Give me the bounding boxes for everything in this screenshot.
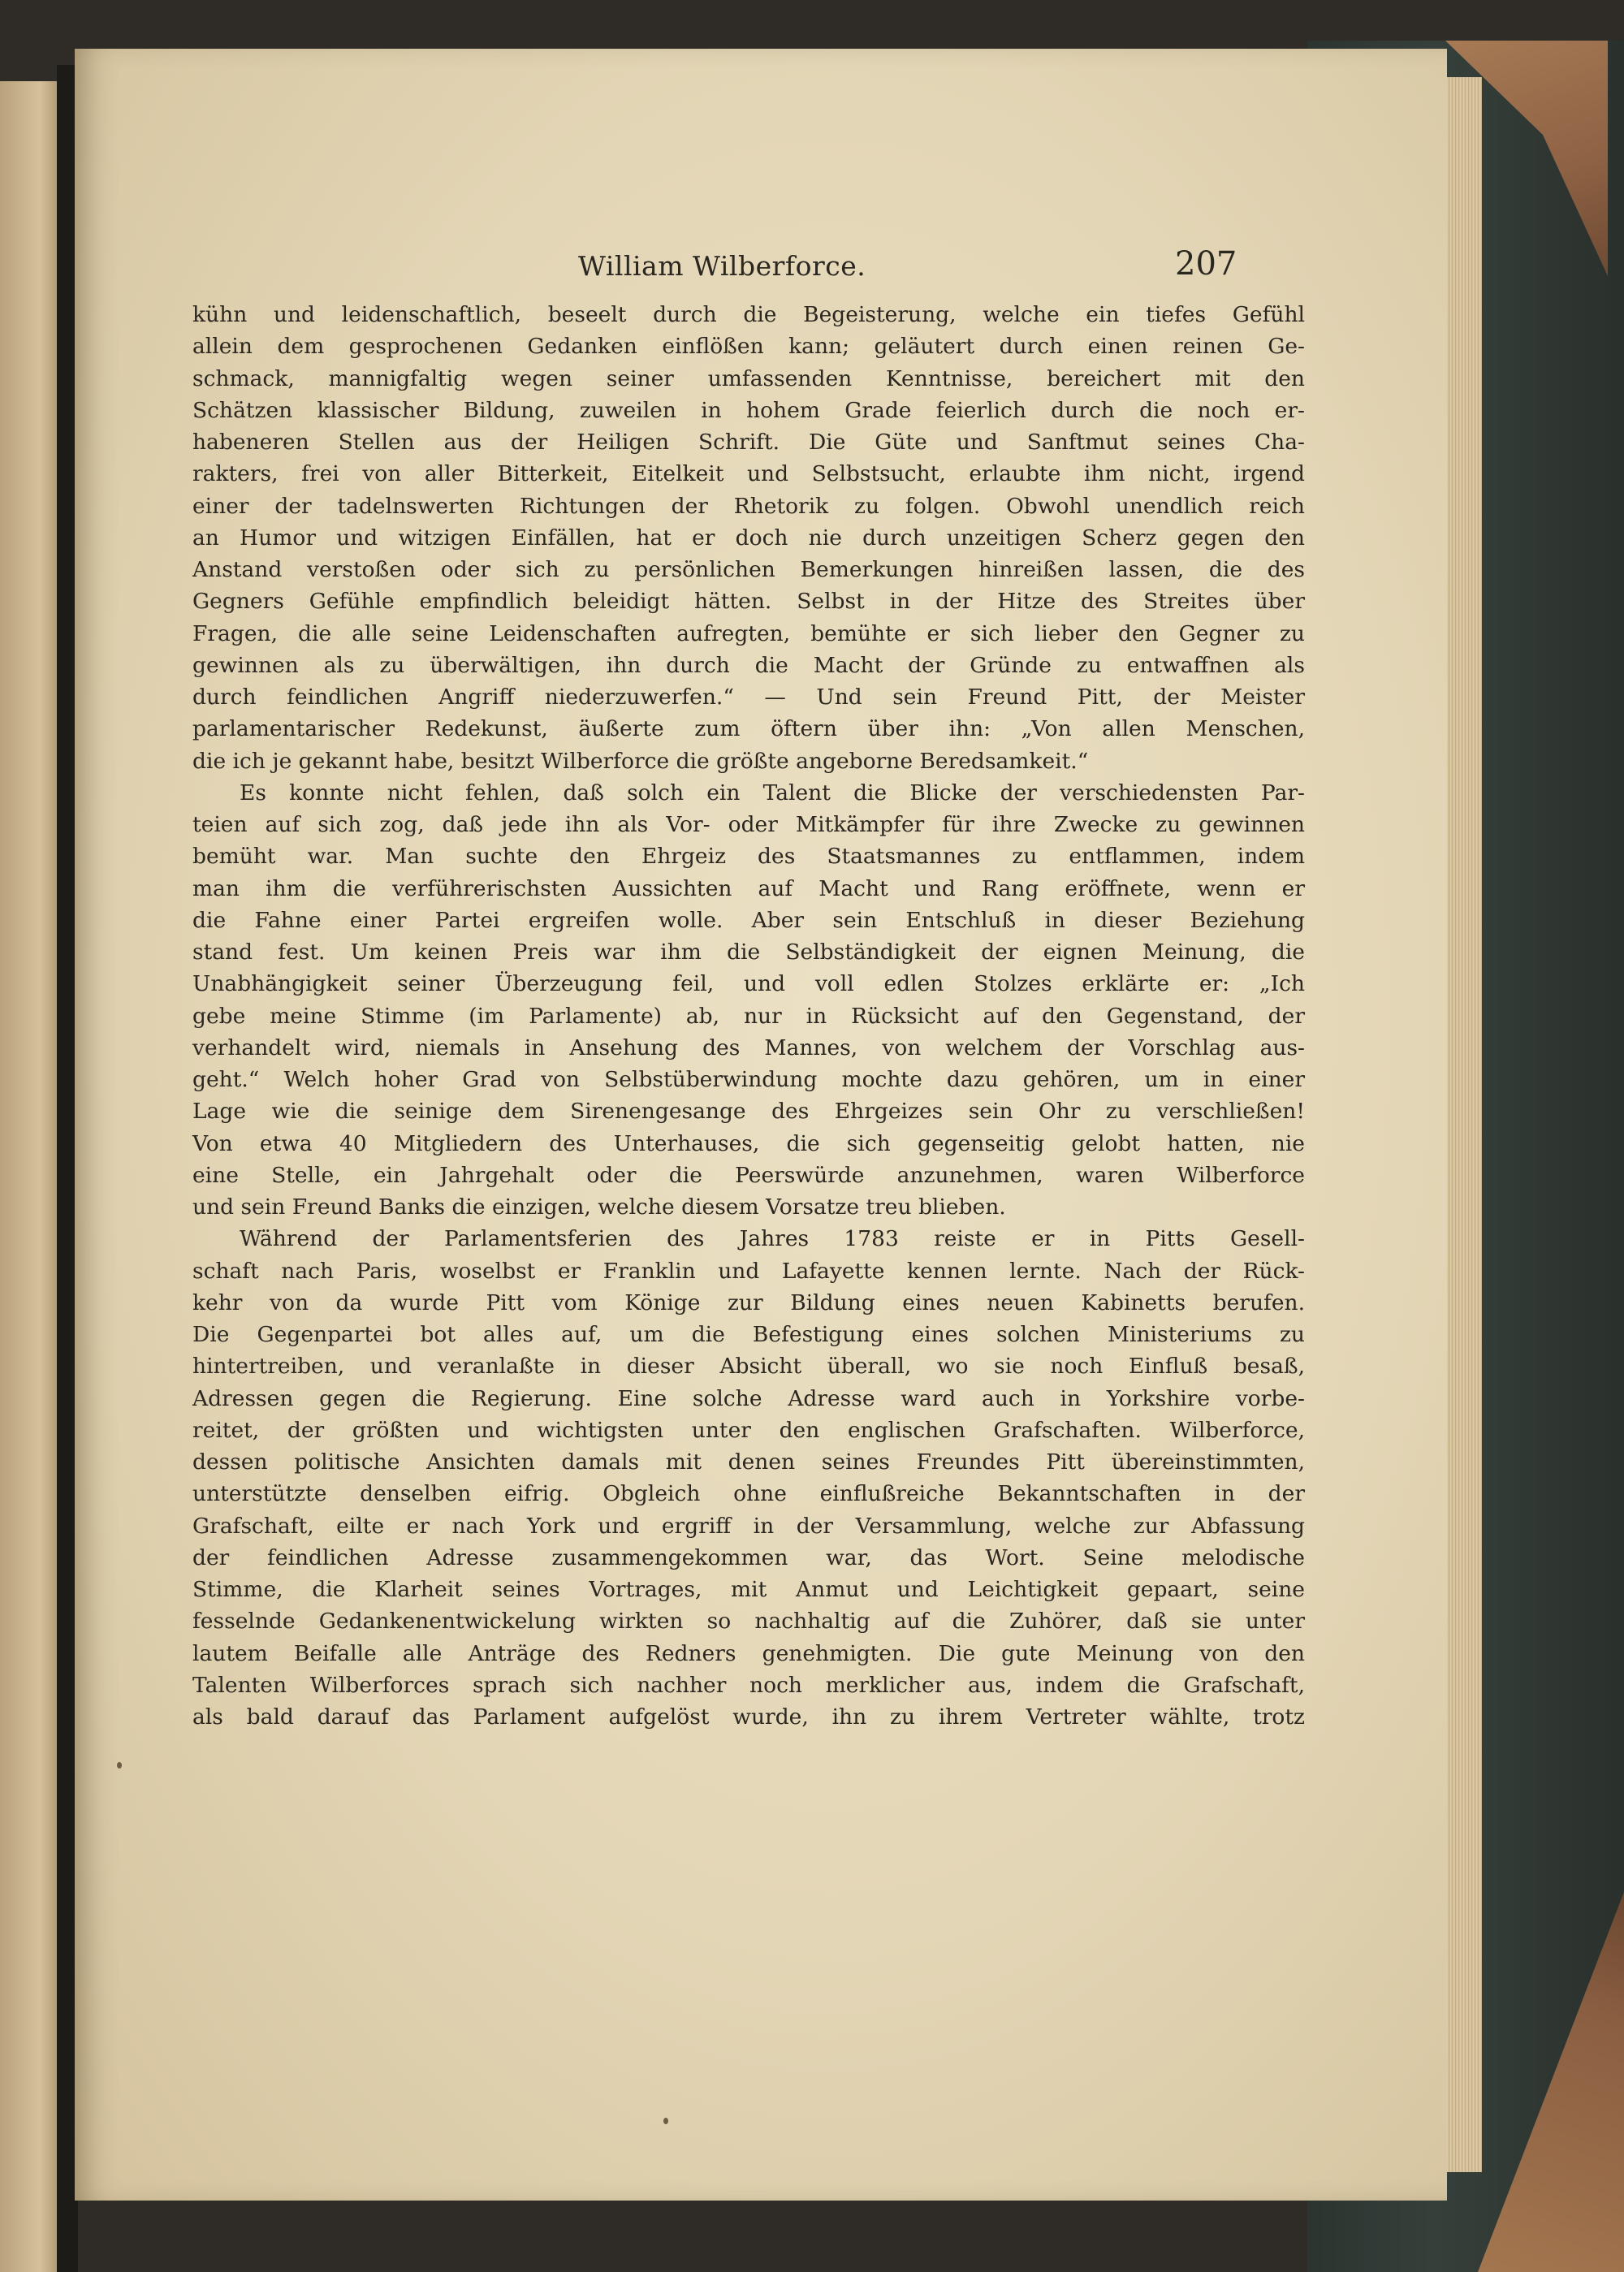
text-line: an Humor und witzigen Einfällen, hat er doch nie durch unzeitigen Scherz gegen den: [192, 525, 1305, 551]
text-line: dessen politische Ansichten damals mit denen seines Freundes Pitt übereinstimmten,: [192, 1449, 1305, 1475]
text-line: schaft nach Paris, woselbst er Franklin und Lafayette kennen lernte. Nach der Rück-: [192, 1258, 1305, 1284]
text-line: die ich je gekannt habe, besitzt Wilberforce die größte angeborne Beredsamkeit.“: [192, 748, 1089, 774]
text-line: Adressen gegen die Regierung. Eine solche Adresse ward auch in Yorkshire vorbe-: [192, 1385, 1305, 1411]
text-line: reitet, der größten und wichtigsten unter den englischen Grafschaften. Wilberforce,: [192, 1417, 1305, 1443]
paper-speck: [663, 2118, 668, 2124]
text-line: einer der tadelnswerten Richtungen der Rhetorik zu folgen. Obwohl unendlich reich: [192, 493, 1305, 519]
book-page: [75, 49, 1447, 2201]
text-line: bemüht war. Man suchte den Ehrgeiz des Staatsmannes zu entflammen, indem: [192, 844, 1305, 870]
text-line: gewinnen als zu überwältigen, ihn durch die Macht der Gründe zu entwaffnen als: [192, 652, 1305, 678]
text-line: Während der Parlamentsferien des Jahres 1783 reiste er in Pitts Gesell-: [240, 1226, 1305, 1252]
text-line: der feindlichen Adresse zusammengekommen war, das Wort. Seine melodische: [192, 1544, 1305, 1570]
text-line: schmack, mannigfaltig wegen seiner umfassenden Kenntnisse, bereichert mit den: [192, 365, 1305, 391]
text-line: man ihm die verführerischsten Aussichten auf Macht und Rang eröffnete, wenn er: [192, 875, 1305, 901]
body-text: [192, 299, 1305, 1733]
text-line: Es konnte nicht fehlen, daß solch ein Talent die Blicke der verschiedensten Par-: [240, 780, 1305, 806]
text-line: Unabhängigkeit seiner Überzeugung feil, und voll edlen Stolzes erklärte er: „Ich: [192, 971, 1305, 997]
text-line: Lage wie die seinige dem Sirenengesange des Ehrgeizes sein Ohr zu verschließen!: [192, 1099, 1305, 1125]
text-line: stand fest. Um keinen Preis war ihm die Selbständigkeit der eignen Meinung, die: [192, 939, 1305, 965]
text-line: teien auf sich zog, daß jede ihn als Vor- oder Mitkämpfer für ihre Zwecke zu gewinnen: [192, 812, 1305, 837]
text-line: Stimme, die Klarheit seines Vortrages, mit Anmut und Leichtigkeit gepaart, seine: [192, 1577, 1305, 1602]
running-title: William Wilberforce.: [578, 250, 866, 282]
text-line: Schätzen klassischer Bildung, zuweilen in hohem Grade feierlich durch die noch er-: [192, 397, 1305, 423]
text-line: als bald darauf das Parlament aufgelöst wurde, ihn zu ihrem Vertreter wählte, trotz: [192, 1704, 1305, 1730]
text-line: fesselnde Gedankenentwickelung wirkten so nachhaltig auf die Zuhörer, daß sie unter: [192, 1609, 1305, 1635]
text-line: verhandelt wird, niemals in Ansehung des Mannes, von welchem der Vorschlag aus-: [192, 1034, 1305, 1060]
text-line: und sein Freund Banks die einzigen, welche diesem Vorsatze treu blieben.: [192, 1194, 1006, 1220]
text-line: rakters, frei von aller Bitterkeit, Eitelkeit und Selbstsucht, erlaubte ihm nicht, irgend: [192, 461, 1305, 487]
text-line: Von etwa 40 Mitgliedern des Unterhauses, die sich gegenseitig gelobt hatten, nie: [192, 1130, 1305, 1156]
text-line: hintertreiben, und veranlaßte in dieser Absicht überall, wo sie noch Einfluß besaß,: [192, 1354, 1305, 1380]
text-line: Die Gegenpartei bot alles auf, um die Befestigung eines solchen Ministeriums zu: [192, 1322, 1305, 1347]
text-line: parlamentarischer Redekunst, äußerte zum öftern über ihn: „Von allen Menschen,: [192, 716, 1305, 742]
text-line: kehr von da wurde Pitt vom Könige zur Bildung eines neuen Kabinetts berufen.: [192, 1289, 1305, 1315]
text-line: lautem Beifalle alle Anträge des Redners genehmigten. Die gute Meinung von den: [192, 1640, 1305, 1666]
text-line: Gegners Gefühle empfindlich beleidigt hätten. Selbst in der Hitze des Streites über: [192, 589, 1305, 615]
page-number: 207: [1175, 245, 1237, 283]
text-line: geht.“ Welch hoher Grad von Selbstüberwindung mochte dazu gehören, um in einer: [192, 1067, 1305, 1092]
text-line: Fragen, die alle seine Leidenschaften aufregten, bemühte er sich lieber den Gegner zu: [192, 620, 1305, 646]
text-line: habeneren Stellen aus der Heiligen Schrift. Die Güte und Sanftmut seines Cha-: [192, 430, 1305, 455]
text-line: Anstand verstoßen oder sich zu persönlichen Bemerkungen hinreißen lassen, die des: [192, 557, 1305, 582]
running-head: [75, 245, 1447, 291]
text-line: allein dem gesprochenen Gedanken einflößen kann; geläutert durch einen reinen Ge-: [192, 334, 1305, 360]
text-line: unterstützte denselben eifrig. Obgleich ohne einflußreiche Bekanntschaften in der: [192, 1481, 1305, 1507]
text-line: kühn und leidenschaftlich, beseelt durch die Begeisterung, welche ein tiefes Gefühl: [192, 302, 1305, 327]
text-line: die Fahne einer Partei ergreifen wolle. Aber sein Entschluß in dieser Beziehung: [192, 907, 1305, 933]
text-line: gebe meine Stimme (im Parlamente) ab, nur in Rücksicht auf den Gegenstand, der: [192, 1003, 1305, 1029]
text-line: Grafschaft, eilte er nach York und ergriff in der Versammlung, welche zur Abfassung: [192, 1513, 1305, 1539]
text-line: durch feindlichen Angriff niederzuwerfen.“ — Und sein Freund Pitt, der Meister: [192, 685, 1305, 710]
text-line: Talenten Wilberforces sprach sich nachher noch merklicher aus, indem die Grafschaft,: [192, 1672, 1305, 1698]
paper-speck: [117, 1762, 122, 1769]
text-line: eine Stelle, ein Jahrgehalt oder die Peerswürde anzunehmen, waren Wilberforce: [192, 1162, 1305, 1188]
